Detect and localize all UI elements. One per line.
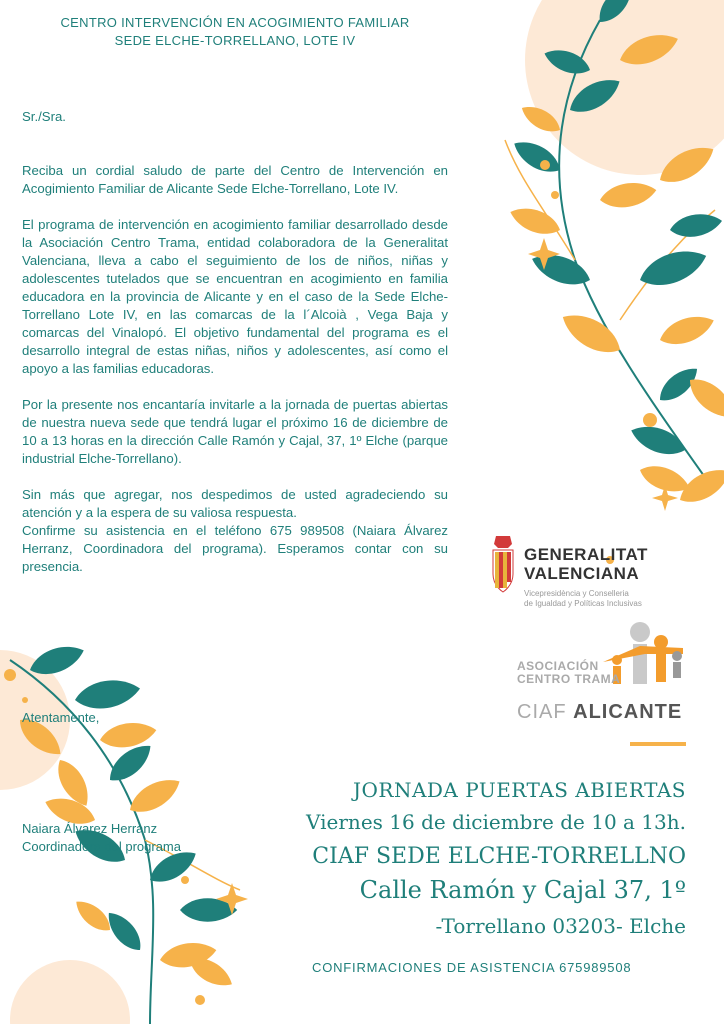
ciaf-text: CIAF [517, 701, 567, 723]
event-address: Calle Ramón y Cajal 37, 1º [359, 876, 686, 904]
generalitat-line2: VALENCIANA [524, 564, 640, 583]
event-details [286, 776, 686, 940]
signer-role: Coordinadora del programa [22, 839, 181, 854]
signer-name: Naiara Álvarez Herranz [22, 821, 158, 836]
coat-of-arms-icon [490, 534, 516, 596]
generalitat-title [524, 545, 648, 583]
event-venue: CIAF SEDE ELCHE-TORRELLNO [312, 844, 686, 869]
letterhead-line1: CENTRO INTERVENCIÓN EN ACOGIMIENTO FAMILIAR [60, 15, 410, 30]
letterhead-line2: SEDE ELCHE-TORRELLANO, LOTE IV [114, 33, 356, 48]
generalitat-line1: GENERALITAT [524, 545, 648, 564]
ciaf-wordmark [517, 701, 682, 724]
paragraph-program: El programa de intervención en acogimiento familiar desarrollado desde la Asociación Centro Trama, entidad colaboradora de la Generalitat Valenciana, lleva a cabo el seguimiento de los de niños, niñas y adolescentes tutelados que se encuentran en acogimiento en familia educadora en la provincia de Alicante y en el caso de la Sede Elche-Torrellano Lote IV, en las comarcas de la l´Alcoià , Vega Baja y comarcas del Vinalopó. El objetivo fundamental del programa es el desarrollo integral de estas niñas, niños y adolescentes, así como el apoyo a las familias educadoras. [22, 217, 448, 376]
accent-divider [630, 742, 686, 746]
event-title: JORNADA PUERTAS ABIERTAS [352, 778, 686, 802]
letter-body [22, 108, 448, 576]
alicante-text: ALICANTE [573, 701, 683, 723]
association-line2: CENTRO TRAMA [517, 672, 621, 686]
logo-crop [686, 690, 724, 730]
salutation: Sr./Sra. [22, 109, 66, 124]
paragraph-invitation: Por la presente nos encantaría invitarle a la jornada de puertas abiertas de nuestra nueva sede que tendrá lugar el próximo 16 de diciembre de 10 a 13 horas en la dirección Calle Ramón y Cajal, 37, 1º Elche (parque industrial Elche-Torrellano). [22, 397, 448, 466]
signature [22, 820, 181, 856]
association-logo [517, 660, 620, 686]
letterhead [0, 14, 470, 50]
confirmation-contact: CONFIRMACIONES DE ASISTENCIA 675989508 [312, 960, 632, 975]
paragraph-farewell: Sin más que agregar, nos despedimos de usted agradeciendo su atención y a la espera de su valiosa respuesta. [22, 487, 448, 520]
generalitat-sub1: Vicepresidència y Conselleria [524, 589, 629, 598]
event-date: Viernes 16 de diciembre de 10 a 13h. [306, 810, 686, 834]
closing: Atentamente, [22, 710, 100, 725]
paragraph-confirm: Confirme su asistencia en el teléfono 675 989508 (Naiara Álvarez Herranz, Coordinadora del programa). Esperamos contar con su presencia. [22, 523, 448, 574]
paragraph-greeting: Reciba un cordial saludo de parte del Centro de Intervención en Acogimiento Familiar de Alicante Sede Elche-Torrellano, Lote IV. [22, 163, 448, 196]
generalitat-subtitle [524, 589, 642, 609]
generalitat-sub2: de Igualdad y Políticas Inclusivas [524, 599, 642, 608]
event-city: -Torrellano 03203- Elche [435, 914, 686, 938]
association-line1: ASOCIACIÓN [517, 659, 599, 673]
generalitat-logo [490, 532, 680, 616]
